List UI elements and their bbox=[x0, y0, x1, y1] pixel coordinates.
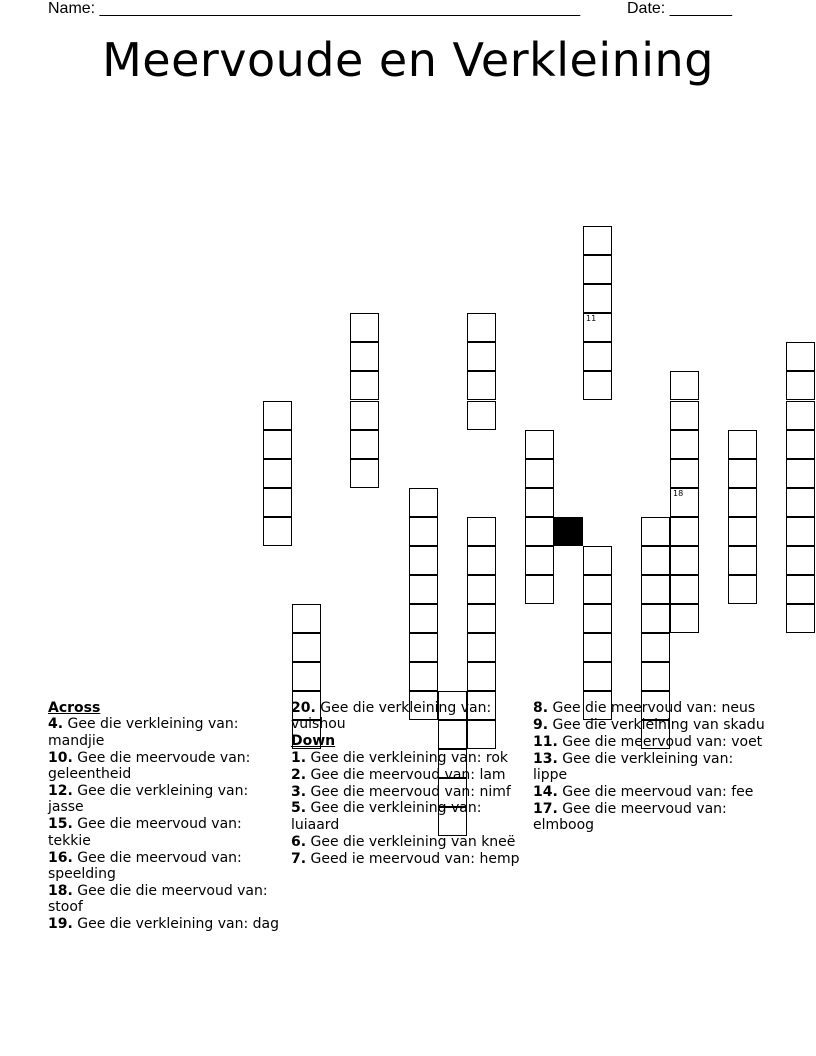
crossword-cell[interactable] bbox=[525, 459, 554, 488]
crossword-cell[interactable] bbox=[641, 604, 670, 633]
crossword-cell[interactable] bbox=[728, 488, 757, 517]
crossword-cell[interactable] bbox=[467, 517, 496, 546]
crossword-cell[interactable] bbox=[583, 604, 612, 633]
crossword-cell[interactable] bbox=[728, 517, 757, 546]
clue-across-18: 18. Gee die die meervoud van: stoof bbox=[48, 882, 268, 916]
clue-across-12: 12. Gee die verkleining van: jasse bbox=[48, 783, 249, 816]
crossword-cell[interactable] bbox=[786, 401, 815, 430]
crossword-cell[interactable] bbox=[583, 633, 612, 662]
clue-down-7: 7. Geed ie meervoud van: hemp bbox=[291, 850, 520, 867]
date-field-label: Date: _______ bbox=[627, 0, 732, 17]
crossword-cell[interactable] bbox=[670, 488, 699, 517]
crossword-cell[interactable] bbox=[786, 546, 815, 575]
crossword-cell[interactable] bbox=[350, 313, 379, 342]
crossword-cell[interactable] bbox=[670, 604, 699, 633]
crossword-cell[interactable] bbox=[728, 459, 757, 488]
name-field-label: Name: ______________________________________________________ bbox=[48, 0, 581, 17]
crossword-cell[interactable] bbox=[467, 401, 496, 430]
crossword-cell[interactable] bbox=[292, 604, 321, 633]
crossword-cell[interactable] bbox=[467, 604, 496, 633]
crossword-cell[interactable] bbox=[467, 342, 496, 371]
clues-column-3 bbox=[533, 700, 768, 834]
crossword-cell[interactable] bbox=[525, 575, 554, 604]
crossword-cell[interactable] bbox=[670, 517, 699, 546]
clue-down-17: 17. Gee die meervoud van: elmboog bbox=[533, 800, 727, 834]
crossword-cell[interactable] bbox=[525, 488, 554, 517]
crossword-cell[interactable] bbox=[786, 488, 815, 517]
clue-number: 18 bbox=[673, 489, 684, 498]
crossword-cell[interactable] bbox=[409, 546, 438, 575]
crossword-cell[interactable] bbox=[263, 401, 292, 430]
crossword-cell[interactable] bbox=[350, 430, 379, 459]
crossword-cell[interactable] bbox=[525, 430, 554, 459]
clue-down-13: 13. Gee die verkleining van: lippe bbox=[533, 750, 734, 784]
crossword-cell[interactable] bbox=[641, 575, 670, 604]
crossword-cell[interactable] bbox=[786, 459, 815, 488]
crossword-cell[interactable] bbox=[525, 546, 554, 575]
crossword-cell[interactable] bbox=[583, 371, 612, 400]
crossword-cell[interactable] bbox=[670, 459, 699, 488]
crossword-cell[interactable] bbox=[641, 662, 670, 691]
clue-across-10: 10. Gee die meervoude van: geleentheid bbox=[48, 749, 251, 783]
crossword-cell[interactable] bbox=[467, 633, 496, 662]
clue-down-2: 2. Gee die meervoud van: lam bbox=[291, 766, 506, 783]
clue-down-8: 8. Gee die meervoud van: neus bbox=[533, 700, 756, 716]
crossword-cell[interactable] bbox=[670, 401, 699, 430]
clues-column-1 bbox=[48, 700, 283, 933]
clue-number: 11 bbox=[586, 314, 597, 323]
clue-down-6: 6. Gee die verkleining van kneë bbox=[291, 833, 516, 850]
clues-column-2 bbox=[291, 700, 526, 868]
crossword-cell[interactable] bbox=[670, 430, 699, 459]
crossword-cell[interactable] bbox=[786, 575, 815, 604]
crossword-cell[interactable] bbox=[583, 284, 612, 313]
clue-across-19: 19. Gee die verkleining van: dag bbox=[48, 916, 280, 933]
crossword-block bbox=[554, 517, 583, 546]
crossword-cell[interactable] bbox=[350, 371, 379, 400]
crossword-cell[interactable] bbox=[263, 517, 292, 546]
crossword-cell[interactable] bbox=[292, 633, 321, 662]
crossword-cell[interactable] bbox=[786, 517, 815, 546]
crossword-cell[interactable] bbox=[350, 459, 379, 488]
crossword-cell[interactable] bbox=[583, 662, 612, 691]
crossword-cell[interactable] bbox=[263, 459, 292, 488]
crossword-cell[interactable] bbox=[467, 313, 496, 342]
crossword-cell[interactable] bbox=[467, 575, 496, 604]
crossword-cell[interactable] bbox=[786, 342, 815, 371]
crossword-cell[interactable] bbox=[583, 342, 612, 371]
crossword-cell[interactable] bbox=[350, 342, 379, 371]
clue-down-11: 11. Gee die meervoud van: voet bbox=[533, 733, 763, 750]
crossword-cell[interactable] bbox=[467, 546, 496, 575]
crossword-cell[interactable] bbox=[670, 575, 699, 604]
clue-across-20: 20. Gee die verkleining van: vuishou bbox=[291, 700, 492, 733]
crossword-cell[interactable] bbox=[467, 371, 496, 400]
crossword-cell[interactable] bbox=[409, 575, 438, 604]
clue-across-16: 16. Gee die meervoud van: speelding bbox=[48, 849, 242, 883]
crossword-cell[interactable] bbox=[786, 604, 815, 633]
crossword-cell[interactable] bbox=[467, 662, 496, 691]
crossword-cell[interactable] bbox=[583, 226, 612, 255]
crossword-cell[interactable] bbox=[409, 517, 438, 546]
crossword-cell[interactable] bbox=[786, 430, 815, 459]
crossword-cell[interactable] bbox=[292, 662, 321, 691]
clue-down-5: 5. Gee die verkleining van: luiaard bbox=[291, 800, 482, 833]
crossword-cell[interactable] bbox=[525, 517, 554, 546]
crossword-cell[interactable] bbox=[409, 662, 438, 691]
crossword-cell[interactable] bbox=[409, 488, 438, 517]
crossword-cell[interactable] bbox=[670, 371, 699, 400]
crossword-cell[interactable] bbox=[350, 401, 379, 430]
crossword-cell[interactable] bbox=[583, 313, 612, 342]
clue-across-4: 4. Gee die verkleining van: mandjie bbox=[48, 716, 239, 749]
crossword-cell[interactable] bbox=[728, 430, 757, 459]
crossword-cell[interactable] bbox=[728, 546, 757, 575]
crossword-cell[interactable] bbox=[583, 546, 612, 575]
crossword-cell[interactable] bbox=[728, 575, 757, 604]
crossword-cell[interactable] bbox=[263, 430, 292, 459]
crossword-cell[interactable] bbox=[409, 604, 438, 633]
crossword-cell[interactable] bbox=[641, 633, 670, 662]
clue-down-1: 1. Gee die verkleining van: rok bbox=[291, 749, 509, 766]
page-title: Meervoude en Verkleining bbox=[102, 33, 714, 87]
clue-down-3: 3. Gee die meervoud van: nimf bbox=[291, 783, 511, 800]
crossword-cell[interactable] bbox=[670, 546, 699, 575]
clue-across-15: 15. Gee die meervoud van: tekkie bbox=[48, 816, 242, 849]
crossword-cell[interactable] bbox=[786, 371, 815, 400]
down-heading: Down bbox=[291, 733, 336, 750]
crossword-cell[interactable] bbox=[409, 633, 438, 662]
crossword-cell[interactable] bbox=[263, 488, 292, 517]
clue-down-14: 14. Gee die meervoud van: fee bbox=[533, 784, 754, 801]
crossword-cell[interactable] bbox=[583, 255, 612, 284]
crossword-cell[interactable] bbox=[641, 546, 670, 575]
crossword-cell[interactable] bbox=[641, 517, 670, 546]
crossword-cell[interactable] bbox=[583, 575, 612, 604]
across-heading: Across bbox=[48, 700, 101, 716]
clue-down-9: 9. Gee die verkleining van skadu bbox=[533, 716, 765, 733]
